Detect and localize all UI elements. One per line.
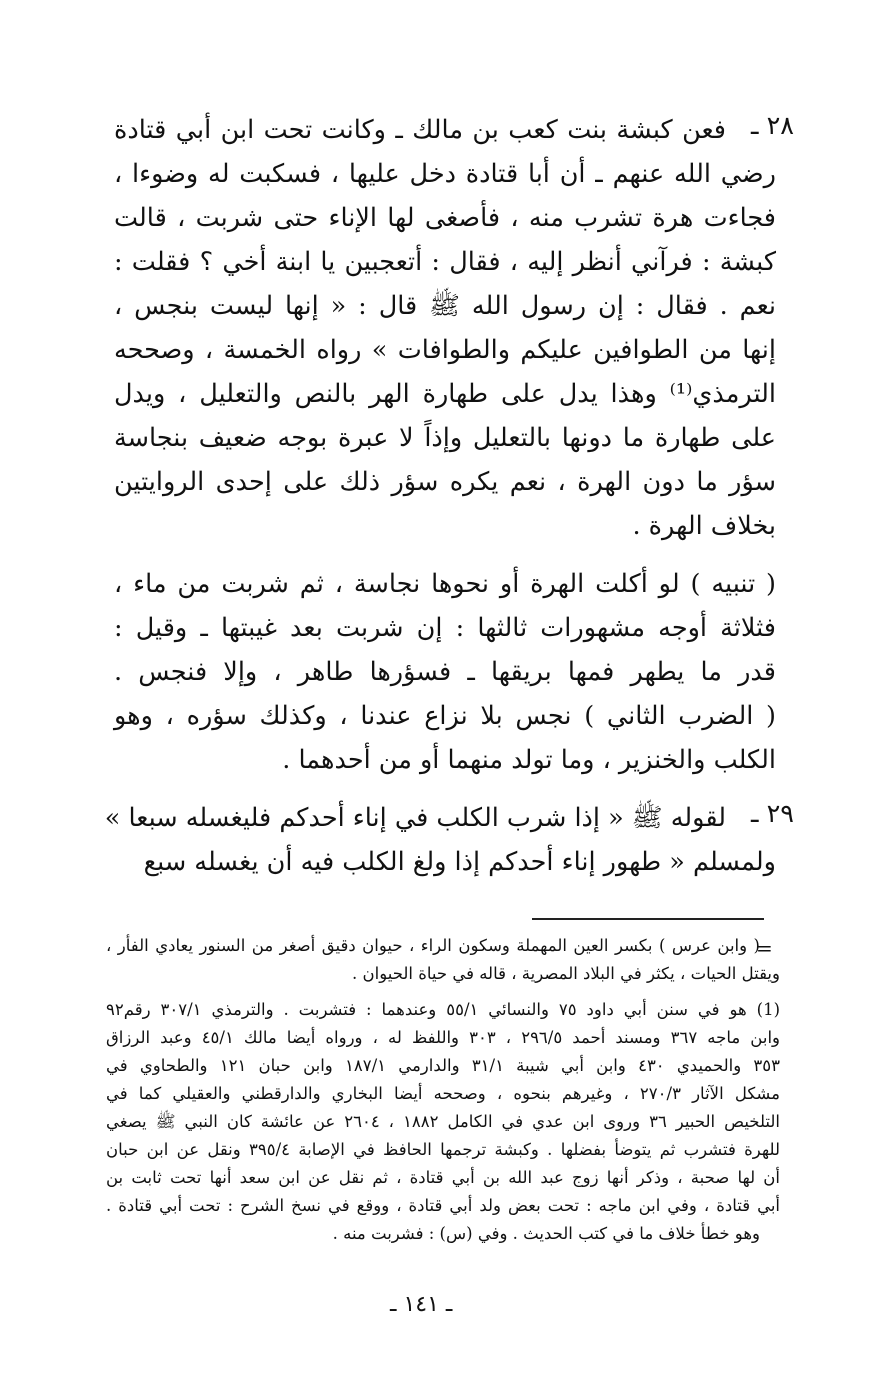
footnote-line: للهرة فتشرب ثم يتوضأ بفضلها . وكبشة ترجمها الحافظ في الإصابة ٣٩٥/٤ ونقل عن ابن حبان <box>106 1140 780 1159</box>
continuation-mark: = <box>756 936 773 960</box>
main-text-line: رضي الله عنهم ـ أن أبا قتادة دخل عليها ، فسكبت له وضوءا ، <box>114 159 776 189</box>
page-number: ـ ١٤١ ـ <box>390 1292 453 1317</box>
main-text-line: فثلاثة أوجه مشهورات ثالثها : إن شربت بعد غيبتها ـ وقيل : <box>114 613 776 643</box>
footnote-line: ويقتل الحيات ، يكثر في البلاد المصرية ، قاله في حياة الحيوان . <box>352 964 780 983</box>
main-text-line: الكلب والخنزير ، وما تولد منهما أو من أحدهما . <box>282 745 776 775</box>
footnote-line: وابن ماجه ٣٦٧ ومسند أحمد ٢٩٦/٥ ، ٣٠٣ واللفظ له ، ورواه أيضا مالك ٤٥/١ وعبد الرزاق <box>106 1028 780 1047</box>
main-text-line: فعن كبشة بنت كعب بن مالك ـ وكانت تحت ابن أبي قتادة <box>114 115 726 145</box>
footnote-line: أن لها صحبة ، وذكر أنها زوج عبد الله بن أبي قتادة ، ثم نقل عن ابن سعد أنها تحت ثابت بن <box>106 1168 780 1187</box>
main-text-line: قدر ما يطهر فمها بريقها ـ فسؤرها طاهر ، وإلا فنجس . <box>114 657 776 687</box>
footnote-line: وهو خطأ خلاف ما في كتب الحديث . وفي (س) : فشربت منه . <box>332 1224 760 1243</box>
footnote-line: التلخيص الحبير ٣٦ وروى ابن عدي في الكامل ١٨٨٢ ، ٢٦٠٤ عن عائشة كان النبي ﷺ يصغي <box>106 1112 781 1131</box>
main-text-line: نعم . فقال : إن رسول الله ﷺ قال : « إنها ليست بنجس ، <box>114 291 776 321</box>
main-text-line: كبشة : فرآني أنظر إليه ، فقال : أتعجبين يا ابنة أخي ؟ فقلت : <box>114 247 776 277</box>
footnote-line: ٣٥٣ والحميدي ٤٣٠ وابن أبي شيبة ٣١/١ والدارمي ١٨٧/١ وابن حبان ١٢١ والطحاوي في <box>106 1056 781 1075</box>
footnote-line: (1) هو في سنن أبي داود ٧٥ والنسائي ٥٥/١ وعندهما : فتشربت . والترمذي ٣٠٧/١ رقم٩٢ <box>106 1000 780 1019</box>
main-text-line: إنها من الطوافين عليكم والطوافات » رواه الخمسة ، وصححه <box>114 335 776 365</box>
main-text-line: سؤر ما دون الهرة ، نعم يكره سؤر ذلك على إحدى الروايتين <box>114 467 776 497</box>
item-number-29: ٢٩ ـ <box>751 799 794 829</box>
footnote-line: ( وابن عرس ) بكسر العين المهملة وسكون الراء ، حيوان دقيق أصغر من السنور يعادي الفأر ، <box>106 936 760 955</box>
main-text-line: ( تنبيه ) لو أكلت الهرة أو نحوها نجاسة ، ثم شربت من ماء ، <box>114 569 776 599</box>
footnote-line: مشكل الآثار ٢٧٠/٣ ، وغيرهم بنحوه ، وصححه أيضا البخاري والدارقطني والعقيلي كما في <box>106 1084 780 1103</box>
main-text-line: لقوله ﷺ « إذا شرب الكلب في إناء أحدكم فليغسله سبعا » <box>104 803 726 833</box>
main-text-line: ( الضرب الثاني ) نجس بلا نزاع عندنا ، وكذلك سؤره ، وهو <box>114 701 776 731</box>
footnote-separator <box>532 918 764 920</box>
main-text-line: الترمذي⁽¹⁾ وهذا يدل على طهارة الهر بالنص والتعليل ، ويدل <box>114 379 776 409</box>
item-number-28: ٢٨ ـ <box>751 111 794 141</box>
main-text-line: بخلاف الهرة . <box>632 511 776 541</box>
main-text-line: على طهارة ما دونها بالتعليل وإذاً لا عبرة بوجه ضعيف بنجاسة <box>114 423 776 453</box>
main-text-line: ولمسلم « طهور إناء أحدكم إذا ولغ الكلب فيه أن يغسله سبع <box>143 847 776 877</box>
footnote-line: أبي قتادة ، وفي ابن ماجه : تحت بعض ولد أبي قتادة ، ووقع في نسخ الشرح : تحت أبي قتادة . <box>106 1196 780 1215</box>
main-text-line: فجاءت هرة تشرب منه ، فأصغى لها الإناء حتى شربت ، قالت <box>114 203 776 233</box>
